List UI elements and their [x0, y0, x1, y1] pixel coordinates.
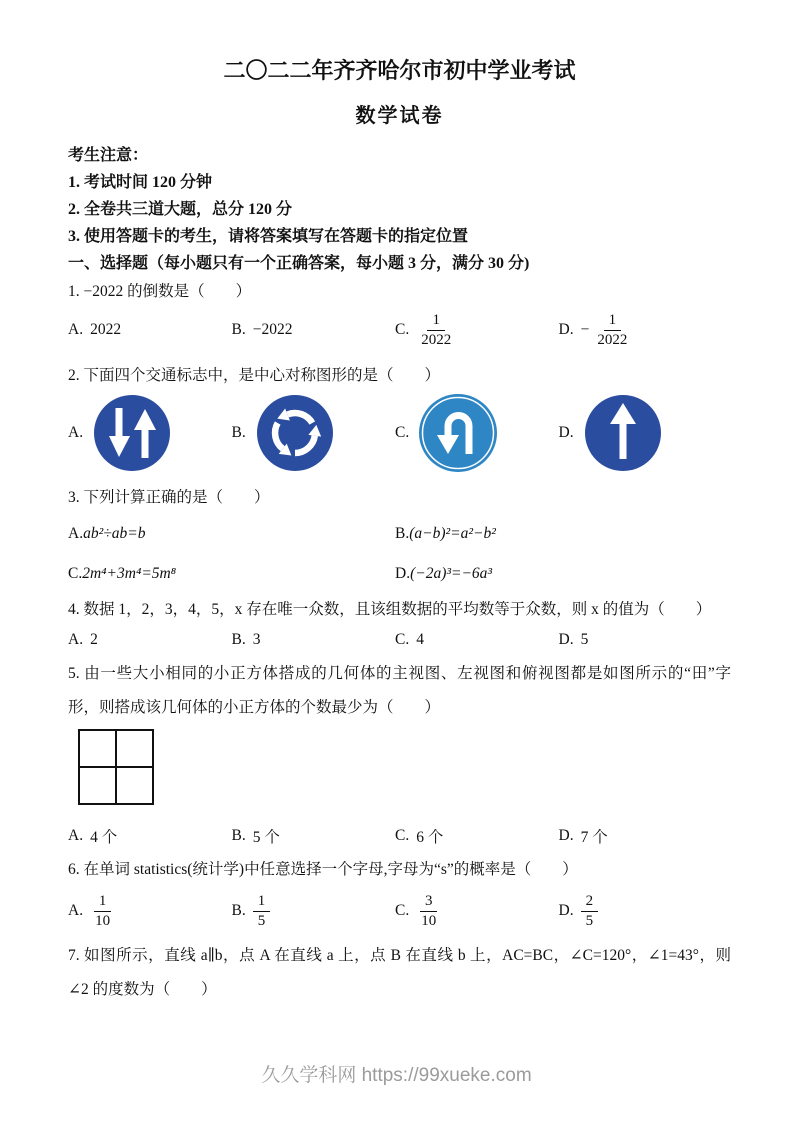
- q5-option-c: [395, 825, 559, 847]
- option-label: B.: [395, 525, 410, 542]
- fraction: [416, 892, 441, 930]
- exam-subtitle: 数学试卷: [355, 105, 444, 127]
- u-turn-sign-icon: [418, 393, 498, 473]
- q5-option-b: [232, 825, 396, 847]
- fraction: [581, 892, 599, 930]
- option-text: 5 个: [252, 829, 280, 846]
- option-label: D.: [558, 827, 574, 844]
- roundabout-sign-icon: [255, 393, 335, 473]
- formula: ab²÷ab=b: [83, 525, 146, 542]
- q2-option-b: [232, 393, 396, 473]
- option-label: D.: [558, 424, 574, 441]
- option-label: B.: [231, 827, 246, 844]
- question-3-options-row1: [68, 519, 731, 549]
- option-label: A.: [68, 525, 84, 542]
- option-text: 7 个: [580, 829, 608, 846]
- option-label: A.: [68, 827, 84, 844]
- fraction-denominator: 5: [585, 912, 594, 929]
- formula: (−2a)³=−6a³: [410, 565, 493, 582]
- notice-item-2: 2. 全卷共三道大题，总分 120 分: [68, 201, 293, 218]
- option-text: 4 个: [90, 829, 118, 846]
- option-label: C.: [395, 827, 410, 844]
- question-4-options: [68, 629, 731, 651]
- fraction-numerator: 1: [604, 311, 622, 330]
- question-1-options: [68, 305, 731, 355]
- q2-option-c: [395, 393, 559, 473]
- q6-option-a: [68, 892, 232, 930]
- question-6-options: [68, 887, 731, 935]
- exam-title: 二〇二二年齐齐哈尔市初中学业考试: [223, 58, 576, 83]
- q3-option-c: [68, 565, 395, 583]
- q1-option-b: [232, 321, 396, 339]
- question-7-stem: 7. 如图所示，直线 a∥b，点 A 在直线 a 上，点 B 在直线 b 上，AC=BC，∠C=120°，∠1=43°，则∠2 的度数为（ ）: [68, 947, 731, 998]
- fraction: [253, 892, 271, 930]
- option-text: 2: [90, 631, 98, 648]
- option-text: 3: [252, 631, 261, 648]
- q4-option-d: [559, 631, 589, 649]
- option-label: A.: [68, 631, 84, 648]
- q1-option-a: [68, 321, 232, 339]
- q6-option-d: [559, 892, 599, 930]
- grid-cell: [79, 730, 116, 767]
- option-label: A.: [68, 424, 84, 441]
- q1-option-c: [395, 311, 559, 349]
- fraction-numerator: 2: [581, 892, 599, 911]
- question-2-stem: 2. 下面四个交通标志中，是中心对称图形的是（ ）: [68, 367, 441, 384]
- two-way-traffic-sign-icon: [92, 393, 172, 473]
- question-1-stem: 1. −2022 的倒数是（ ）: [68, 283, 252, 300]
- fraction-denominator: 10: [421, 912, 437, 929]
- q4-option-b: [232, 631, 396, 649]
- fraction-numerator: 1: [427, 311, 445, 330]
- question-6-stem: 6. 在单词 statistics(统计学)中任意选择一个字母,字母为“s”的概率是（ ）: [68, 861, 578, 878]
- option-text: 5: [580, 631, 589, 648]
- fraction-denominator: 10: [95, 912, 111, 929]
- fraction: [90, 892, 115, 930]
- option-label: B.: [231, 424, 246, 441]
- fraction-denominator: 2022: [421, 331, 452, 348]
- grid-cell: [116, 730, 153, 767]
- minus-sign: −: [580, 321, 590, 338]
- option-text: −2022: [252, 321, 293, 338]
- q3-option-a: [68, 525, 395, 543]
- question-5-stem: 5. 由一些大小相同的小正方体搭成的几何体的主视图、左视图和俯视图都是如图所示的“田”字形，则搭成该几何体的小正方体的个数最少为（ ）: [68, 665, 731, 716]
- option-text: 4: [416, 631, 424, 648]
- option-label: C.: [395, 631, 410, 648]
- fraction: [592, 311, 632, 349]
- option-label: A.: [68, 902, 84, 919]
- option-label: B.: [231, 631, 246, 648]
- q2-option-d: [559, 393, 723, 473]
- q5-option-d: [559, 825, 608, 847]
- option-label: C.: [395, 902, 410, 919]
- option-label: B.: [231, 321, 246, 338]
- option-label: D.: [395, 565, 411, 582]
- question-3-stem: 3. 下列计算正确的是（ ）: [68, 489, 270, 506]
- notice-heading: 考生注意：: [68, 147, 149, 164]
- option-text: 2022: [90, 321, 122, 338]
- option-label: D.: [558, 321, 574, 338]
- fraction: [416, 311, 456, 349]
- question-4-stem: 4. 数据 1，2，3，4，5，x 存在唯一众数，且该组数据的平均数等于众数，则 x 的值为（ ）: [68, 601, 712, 618]
- q3-option-b: [395, 525, 722, 543]
- option-label: C.: [395, 424, 410, 441]
- q4-option-c: [395, 631, 559, 649]
- option-label: C.: [395, 321, 410, 338]
- q6-option-b: [232, 892, 396, 930]
- option-label: B.: [231, 902, 246, 919]
- notice-item-1: 1. 考试时间 120 分钟: [68, 174, 213, 191]
- option-text: 6 个: [416, 829, 444, 846]
- q4-option-a: [68, 631, 232, 649]
- fraction-numerator: 3: [420, 892, 438, 911]
- grid-cell: [116, 767, 153, 804]
- formula: 2m⁴+3m⁴=5m⁸: [82, 565, 177, 582]
- fraction-denominator: 2022: [597, 331, 628, 348]
- fraction-numerator: 1: [253, 892, 271, 911]
- fraction-numerator: 1: [94, 892, 112, 911]
- grid-cell: [79, 767, 116, 804]
- tian-grid-figure: [78, 729, 154, 805]
- option-label: D.: [558, 631, 574, 648]
- straight-ahead-sign-icon: [583, 393, 663, 473]
- option-label: A.: [68, 321, 84, 338]
- question-5-options: [68, 825, 731, 847]
- option-label: D.: [558, 902, 574, 919]
- question-3-options-row2: [68, 559, 731, 589]
- q1-option-d: [559, 311, 633, 349]
- q2-option-a: [68, 393, 232, 473]
- formula: (a−b)²=a²−b²: [409, 525, 496, 542]
- q3-option-d: [395, 565, 722, 583]
- section-heading: 一、选择题（每小题只有一个正确答案，每小题 3 分，满分 30 分): [68, 255, 530, 272]
- q5-option-a: [68, 825, 232, 847]
- fraction-denominator: 5: [257, 912, 266, 929]
- question-2-options: [68, 391, 731, 475]
- notice-item-3: 3. 使用答题卡的考生，请将答案填写在答题卡的指定位置: [68, 228, 469, 245]
- option-label: C.: [68, 565, 83, 582]
- footer-watermark: 久久学科网 https://99xueke.com: [261, 1065, 532, 1086]
- q6-option-c: [395, 892, 559, 930]
